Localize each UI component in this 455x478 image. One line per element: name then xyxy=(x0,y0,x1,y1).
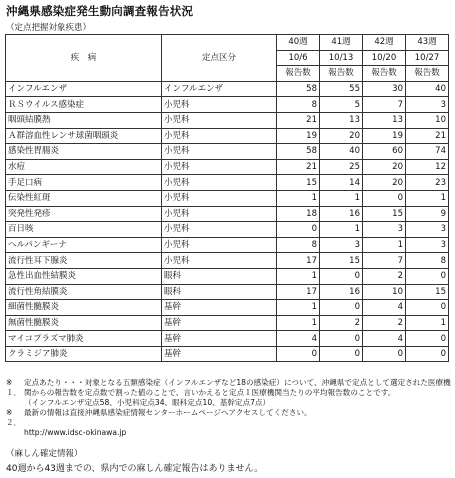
table-row xyxy=(6,97,449,113)
report-count-cell: 13 xyxy=(320,112,363,128)
report-count-cell: 0 xyxy=(406,331,449,347)
report-count-cell: 55 xyxy=(320,81,363,97)
category-cell: インフルエンザ xyxy=(162,81,277,97)
report-count-cell: 3 xyxy=(406,237,449,253)
footnote-1-mark: ※１． xyxy=(6,378,22,397)
report-count-cell: 0 xyxy=(277,346,320,362)
report-count-cell: 3 xyxy=(406,97,449,113)
report-count-cell: 16 xyxy=(320,206,363,222)
table-row xyxy=(6,190,449,206)
category-cell: 基幹 xyxy=(162,300,277,316)
table-row xyxy=(6,346,449,362)
report-count-cell: 1 xyxy=(320,190,363,206)
report-count-cell: 58 xyxy=(277,81,320,97)
report-count-cell: 14 xyxy=(320,175,363,191)
report-count-cell: 60 xyxy=(363,144,406,160)
table-row xyxy=(6,175,449,191)
footnote-1 xyxy=(6,378,451,398)
report-count-cell: 21 xyxy=(277,159,320,175)
disease-cell: ヘルパンギーナ xyxy=(6,237,162,253)
category-cell: 小児科 xyxy=(162,237,277,253)
report-count-cell: 3 xyxy=(406,222,449,238)
disease-cell: 咽頭結膜熱 xyxy=(6,112,162,128)
report-count-cell: 15 xyxy=(277,175,320,191)
category-cell: 眼科 xyxy=(162,284,277,300)
table-row xyxy=(6,159,449,175)
table-row xyxy=(6,237,449,253)
report-count-cell: 1 xyxy=(363,237,406,253)
report-count-cell: 0 xyxy=(320,331,363,347)
unit-header: 報告数 xyxy=(406,66,449,82)
table-row xyxy=(6,144,449,160)
report-count-cell: 8 xyxy=(277,97,320,113)
report-count-cell: 15 xyxy=(320,253,363,269)
report-count-cell: 40 xyxy=(320,144,363,160)
category-cell: 基幹 xyxy=(162,331,277,347)
date-header: 10/20 xyxy=(363,50,406,66)
report-count-cell: 0 xyxy=(406,268,449,284)
report-count-cell: 1 xyxy=(277,190,320,206)
disease-cell: 急性出血性結膜炎 xyxy=(6,268,162,284)
disease-cell: ＲＳウイルス感染症 xyxy=(6,97,162,113)
report-count-cell: 1 xyxy=(406,190,449,206)
disease-cell: 感染性胃腸炎 xyxy=(6,144,162,160)
disease-cell: 無菌性髄膜炎 xyxy=(6,315,162,331)
category-cell: 小児科 xyxy=(162,222,277,238)
measles-heading: （麻しん確定情報） xyxy=(6,449,83,459)
report-count-cell: 21 xyxy=(277,112,320,128)
category-cell: 小児科 xyxy=(162,175,277,191)
table-row xyxy=(6,284,449,300)
report-count-cell: 74 xyxy=(406,144,449,160)
disease-cell: クラミジア肺炎 xyxy=(6,346,162,362)
report-count-cell: 15 xyxy=(406,284,449,300)
report-count-cell: 20 xyxy=(320,128,363,144)
report-count-cell: 30 xyxy=(363,81,406,97)
disease-cell: マイコプラズマ肺炎 xyxy=(6,331,162,347)
date-header: 10/6 xyxy=(277,50,320,66)
report-count-cell: 58 xyxy=(277,144,320,160)
category-cell: 基幹 xyxy=(162,315,277,331)
footnote-2-text: 最新の情報は直接沖縄県感染症情報センターホームページへアクセスしてください。 xyxy=(24,408,312,417)
date-header: 10/13 xyxy=(320,50,363,66)
category-cell: 基幹 xyxy=(162,346,277,362)
report-count-cell: 0 xyxy=(363,346,406,362)
category-cell: 小児科 xyxy=(162,190,277,206)
table-row xyxy=(6,331,449,347)
report-count-cell: 1 xyxy=(277,268,320,284)
footnote-2-url-wrap xyxy=(6,428,451,438)
report-count-cell: 3 xyxy=(320,237,363,253)
report-count-cell: 21 xyxy=(406,128,449,144)
week-header: 42週 xyxy=(363,35,406,51)
report-count-cell: 8 xyxy=(277,237,320,253)
report-count-cell: 16 xyxy=(320,284,363,300)
table-row xyxy=(6,253,449,269)
table-row xyxy=(6,300,449,316)
footnote-2-mark: ※２． xyxy=(6,408,22,427)
report-count-cell: 40 xyxy=(406,81,449,97)
report-count-cell: 17 xyxy=(277,284,320,300)
category-cell: 小児科 xyxy=(162,97,277,113)
surveillance-table xyxy=(5,34,449,362)
report-count-cell: 17 xyxy=(277,253,320,269)
disease-cell: 流行性耳下腺炎 xyxy=(6,253,162,269)
report-count-cell: 15 xyxy=(363,206,406,222)
week-header: 41週 xyxy=(320,35,363,51)
report-count-cell: 3 xyxy=(363,222,406,238)
disease-cell: 流行性角結膜炎 xyxy=(6,284,162,300)
category-cell: 小児科 xyxy=(162,144,277,160)
report-count-cell: 0 xyxy=(320,346,363,362)
report-count-cell: 4 xyxy=(277,331,320,347)
disease-column-header: 疾 病 xyxy=(6,35,162,82)
measles-text: 40週から43週までの、県内での麻しん確定報告はありません。 xyxy=(6,464,264,474)
report-count-cell: 0 xyxy=(406,300,449,316)
table-row xyxy=(6,268,449,284)
report-count-cell: 2 xyxy=(363,268,406,284)
category-cell: 小児科 xyxy=(162,128,277,144)
disease-cell: Ａ群溶血性レンサ球菌咽頭炎 xyxy=(6,128,162,144)
report-count-cell: 4 xyxy=(363,331,406,347)
disease-cell: 細菌性髄膜炎 xyxy=(6,300,162,316)
report-count-cell: 9 xyxy=(406,206,449,222)
report-count-cell: 20 xyxy=(363,159,406,175)
category-cell: 小児科 xyxy=(162,112,277,128)
report-count-cell: 25 xyxy=(320,159,363,175)
info-center-link[interactable]: http://www.idsc-okinawa.jp xyxy=(24,428,127,437)
page-title: 沖縄県感染症発生動向調査報告状況 xyxy=(6,4,194,18)
report-count-cell: 2 xyxy=(320,315,363,331)
report-count-cell: 5 xyxy=(320,97,363,113)
report-count-cell: 13 xyxy=(363,112,406,128)
report-count-cell: 0 xyxy=(406,346,449,362)
report-count-cell: 7 xyxy=(363,253,406,269)
category-cell: 小児科 xyxy=(162,206,277,222)
disease-cell: 手足口病 xyxy=(6,175,162,191)
report-count-cell: 1 xyxy=(277,300,320,316)
table-row xyxy=(6,206,449,222)
header-row-weeks xyxy=(6,35,449,51)
footnote-1-sub: （インフルエンザ定点58、小児科定点34、眼科定点10、基幹定点7点） xyxy=(24,398,271,407)
date-header: 10/27 xyxy=(406,50,449,66)
category-column-header: 定点区分 xyxy=(162,35,277,82)
report-count-cell: 0 xyxy=(277,222,320,238)
disease-cell: 水痘 xyxy=(6,159,162,175)
disease-cell: 百日咳 xyxy=(6,222,162,238)
report-count-cell: 0 xyxy=(320,268,363,284)
report-count-cell: 10 xyxy=(363,284,406,300)
page-subtitle: （定点把握対象疾患） xyxy=(6,23,92,33)
report-count-cell: 19 xyxy=(363,128,406,144)
week-header: 40週 xyxy=(277,35,320,51)
footnote-1-text: 定点あたり・・・対象となる五類感染症（インフルエンザなど18の感染症）について、沖縄県で定点として選定された医療機関からの報告数を定点数で割った値のことで、言いかえると定点１医療機関当たりの平均報告数のことです。 xyxy=(24,378,451,397)
unit-header: 報告数 xyxy=(277,66,320,82)
week-header: 43週 xyxy=(406,35,449,51)
footnotes xyxy=(6,378,451,438)
report-count-cell: 18 xyxy=(277,206,320,222)
table-body xyxy=(6,81,449,362)
disease-cell: インフルエンザ xyxy=(6,81,162,97)
table-row xyxy=(6,112,449,128)
table-row xyxy=(6,128,449,144)
report-count-cell: 1 xyxy=(320,222,363,238)
disease-cell: 突発性発疹 xyxy=(6,206,162,222)
table-row xyxy=(6,315,449,331)
report-count-cell: 23 xyxy=(406,175,449,191)
table-row xyxy=(6,81,449,97)
table-row xyxy=(6,222,449,238)
report-count-cell: 20 xyxy=(363,175,406,191)
report-count-cell: 8 xyxy=(406,253,449,269)
disease-cell: 伝染性紅斑 xyxy=(6,190,162,206)
report-count-cell: 7 xyxy=(363,97,406,113)
report-count-cell: 1 xyxy=(406,315,449,331)
unit-header: 報告数 xyxy=(320,66,363,82)
report-count-cell: 0 xyxy=(363,190,406,206)
category-cell: 小児科 xyxy=(162,159,277,175)
footnote-2 xyxy=(6,408,451,428)
report-count-cell: 10 xyxy=(406,112,449,128)
category-cell: 小児科 xyxy=(162,253,277,269)
report-count-cell: 4 xyxy=(363,300,406,316)
report-count-cell: 1 xyxy=(277,315,320,331)
report-count-cell: 19 xyxy=(277,128,320,144)
report-count-cell: 12 xyxy=(406,159,449,175)
category-cell: 眼科 xyxy=(162,268,277,284)
report-count-cell: 2 xyxy=(363,315,406,331)
unit-header: 報告数 xyxy=(363,66,406,82)
report-count-cell: 0 xyxy=(320,300,363,316)
